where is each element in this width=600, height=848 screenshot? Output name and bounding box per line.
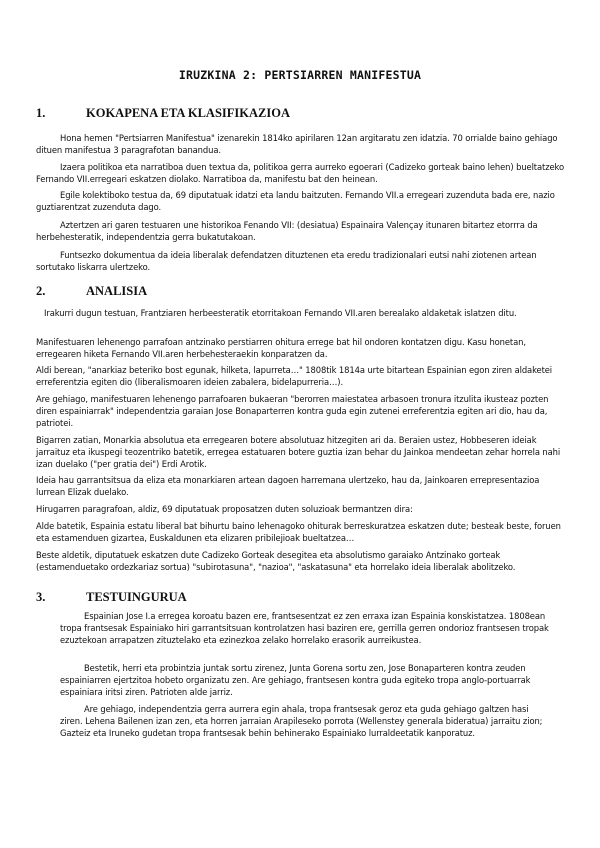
section-number: 3.: [36, 590, 46, 604]
paragraph: Izaera politikoa eta narratiboa duen textua da, politikoa gerra aurreko egoerari (Cadizeko gorteak baino lehen) bueltatzeko Fernando VII.erregeari eskatzen diolako. Narratiboa da, manifestu bat den heinean.: [36, 162, 565, 184]
paragraph: Hona hemen "Pertsiarren Manifestua" izenarekin 1814ko apirilaren 12an argitaratu zen idatzia. 70 orrialde baino gehiago dituen manifestua 3 paragrafotan banandua.: [36, 133, 558, 155]
section-title: TESTUINGURUA: [86, 590, 187, 604]
document-title: IRUZKINA 2: PERTSIARREN MANIFESTUA: [178, 68, 422, 82]
paragraph: Aztertzen ari garen testuaren une historikoa Fenando VII: (desiatua) Espainaira Valençay itunaren bitartez etorrra da herbehesteratik, independentzia gerra bukatutakoan.: [36, 220, 538, 242]
paragraph: Manifestuaren lehenengo parrafoan antzinako perstiarren ohitura errege bat hil ondoren kontatzen digu. Kasu honetan, erregearen hiketa Fernando VII.aren herbehesteraekin konparatzen da.: [36, 337, 526, 359]
section-number: 1.: [36, 106, 46, 120]
paragraph: Are gehiago, manifestuaren lehenengo parrafoaren bukaeran "berorren maiestatea arbasoen tronura itzulita ikusteaz pozten diren espainiarrak" independentzia garaian Jose Bonaparterren kontra guda egin zutenei erreferentzia egiten ari dio, hau da, patriotei.: [36, 394, 549, 428]
paragraph: Are gehiago, independentzia gerra aurrera egin ahala, tropa frantsesak geroz eta guda gehiago galtzen hasi ziren. Lehena Bailenen izan zen, eta horren jarraian Arapileseko porrota (Wellenstey generala bideratua) jarraitu zion; Gazteiz eta Iruneko gudetan tropa frantsesak behin behinerako Espainiako lurraldeetatik kanporatuz.: [60, 704, 543, 738]
section-title: ANALISIA: [86, 284, 148, 298]
paragraph: Funtsezko dokumentua da ideia liberalak defendatzen dituztenen eta eredu tradizionalari eutsi nahi ziotenen artean sortutako liskarra ulertzeko.: [36, 250, 537, 272]
paragraph: Ideia hau garrantsitsua da eliza eta monarkiaren artean dagoen harremana ulertzeko, hau da, Jainkoaren errepresentazioa lurrean Elizak duelako.: [36, 475, 540, 497]
paragraph: Bestetik, herri eta probintzia juntak sortu zirenez, Junta Gorena sortu zen, Jose Bonaparteren kontra zeuden espainiarren ejertzitoa hobeto organizatu zen. Are gehiago, frantsesen kontra guda egiteko tropa anglo-portuarrak espainiara iritsi ziren. Patrioten alde jarriz.: [60, 663, 531, 697]
section-title: KOKAPENA ETA KLASIFIKAZIOA: [86, 106, 290, 120]
paragraph: Irakurri dugun testuan, Frantziaren herbeesteratik etorritakoan Fernando VII.aren berealako aldaketak islatzen ditu.: [44, 308, 517, 318]
paragraph: Hirugarren paragrafoan, aldiz, 69 diputatuak proposatzen duten soluzioak bermantzen dira:: [36, 504, 413, 514]
paragraph: Egile kolektiboko testua da, 69 diputatuak idatzi eta landu baitzuten. Fernando VII.a erregeari zuzenduta bada ere, nazio guztiarentzat zuzenduta dago.: [36, 190, 555, 212]
section-number: 2.: [36, 284, 46, 298]
paragraph: Beste aldetik, diputatuek eskatzen dute Cadizeko Gorteak desegitea eta absolutismo garaiako Antzinako gorteak (estamenduetako ordezkariaz sortua) "subirotasuna", "nazioa", "askatasuna" eta horrelako ideia liberalak abolitzeko.: [36, 550, 516, 572]
paragraph: Espainian Jose I.a erregea koroatu bazen ere, frantsesentzat ez zen erraxa izan Espainia konskistatzea. 1808ean tropa frantsesak Espainiako hiri garrantsitsuan kontrolatzen hasi baziren ere, gerrilla gerren ondorioz frantsesen tropak ezuztekoan arrapatzen zituztelako eta ezinezkoa zelako horrelako erasorik aurreikustea.: [60, 611, 549, 645]
section-heading-2: [36, 284, 147, 299]
section-heading-1: [36, 106, 290, 121]
paragraph: Aldi berean, "anarkiaz beteriko bost egunak, hilketa, lapurreta…" 1808tik 1814a urte bitartean Espainian egon ziren aldaketei erreferentzia egiten dio (liberalismoaren ideien zabalera, bidelapurreria…).: [36, 365, 553, 387]
section-heading-3: [36, 590, 187, 605]
paragraph: Bigarren zatian, Monarkia absolutua eta erregearen botere absolutuaz hitzegiten ari da. Beraien ustez, Hobbeseren ideiak jarraituz eta ikuspegi teozentriko batetik, erregea estatuaren botere guztia izan behar du Jainkoa mendeetan zehar horrela nahi izan duelako ("per gratia dei") Erdi Arotik.: [36, 435, 561, 469]
paragraph: Alde batetik, Espainia estatu liberal bat bihurtu baino lehenagoko ohiturak berreskuratzea eskatzen dute; besteak beste, foruen eta estamenduen gizartea, Euskaldunen eta elizaren pribilejioak bueltatzea…: [36, 521, 561, 543]
